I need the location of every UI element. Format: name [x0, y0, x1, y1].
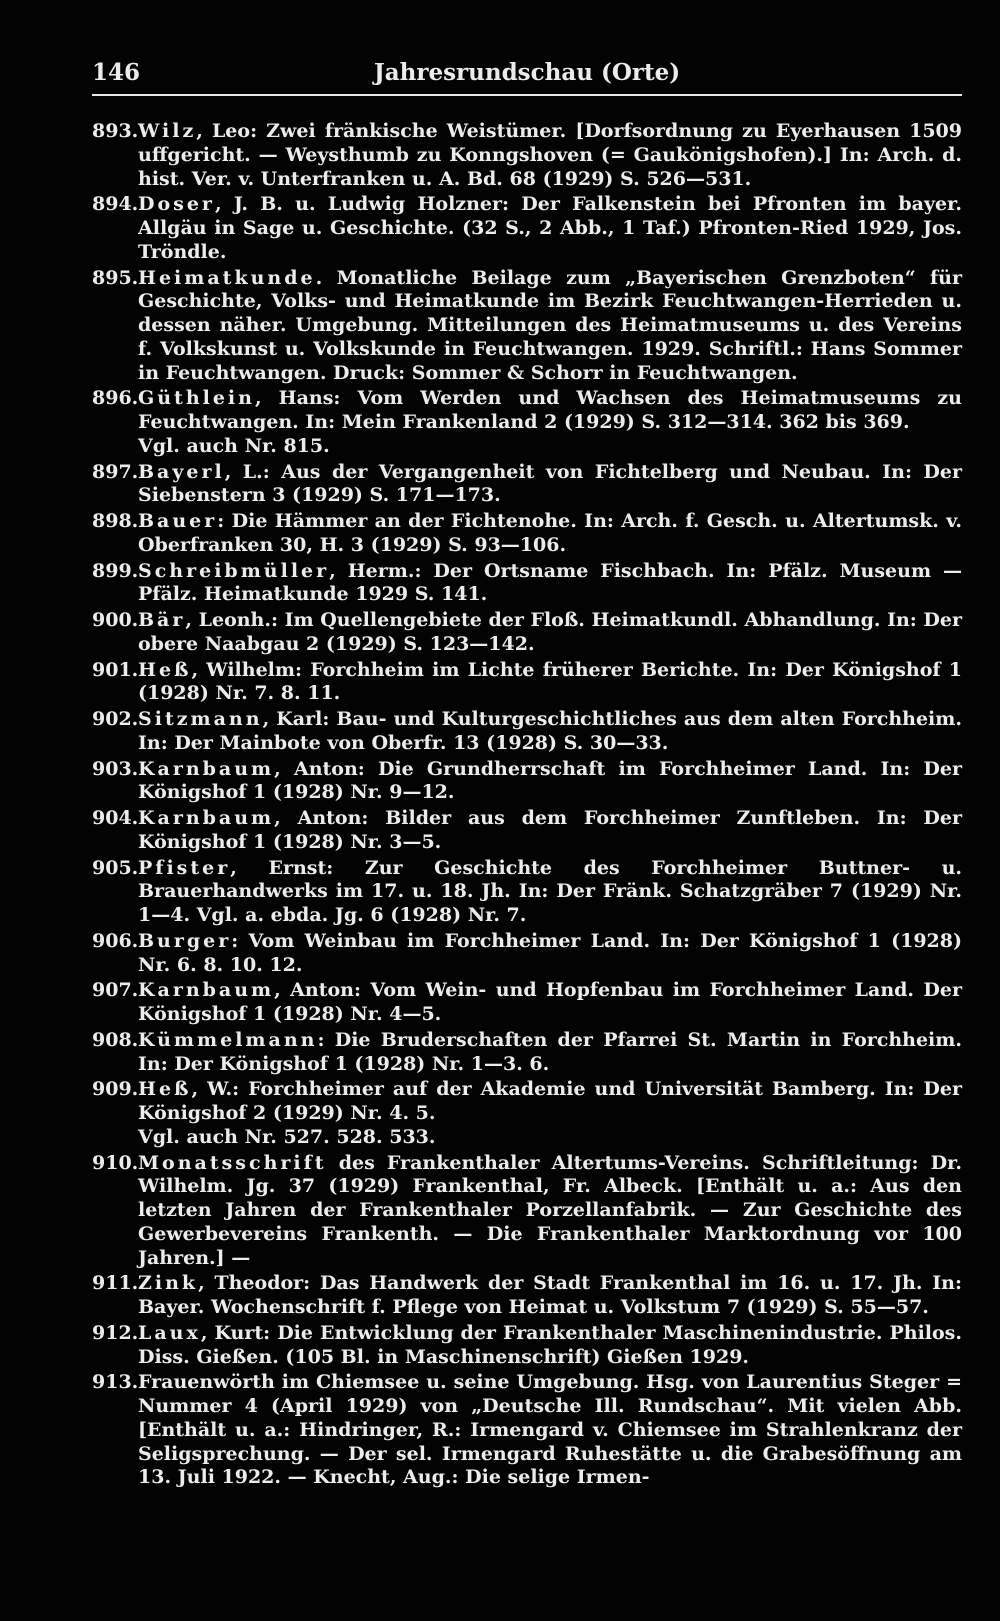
entry-number: 908.	[92, 1028, 139, 1051]
entry-author: Monatsschrift	[138, 1151, 327, 1174]
entry-author: Laux	[138, 1321, 201, 1344]
bibliography-entry	[92, 461, 962, 509]
entry-author: Pfister	[138, 856, 231, 879]
bibliography-entry	[92, 267, 962, 386]
entry-author: Sitzmann	[138, 708, 263, 730]
entry-text: Frauenwörth im Chiemsee u. seine Umgebung. Hsg. von Laurentius Steger = Nummer 4 (April 1929) von „Deutsche Ill. Rundschau“. Mit vielen Abb. [Enthält u. a.: Hindringer, R.: Irmengard v. Chiemsee im Strahlenkranz der Seligsprechung. — Der sel. Irmengard Ruhestätte u. die Grabesöffnung am 13. Juli 1922. — Knecht, Aug.: Die selige Irmen-	[138, 1371, 962, 1489]
bibliography-entry	[92, 807, 962, 855]
bibliography-entry	[92, 1371, 962, 1490]
entry-text: , L.: Aus der Vergangenheit von Fichtelberg und Neubau. In: Der Siebenstern 3 (1929) S. 171—173.	[138, 460, 962, 507]
running-header	[92, 58, 962, 88]
entry-text: , Leonh.: Im Quellengebiete der Floß. Heimatkundl. Abhandlung. In: Der obere Naabgau 2 (1929) S. 123—142.	[138, 609, 962, 655]
bibliography-entry	[92, 1029, 962, 1077]
entry-text: : Vom Weinbau im Forchheimer Land. In: Der Königshof 1 (1928) Nr. 6. 8. 10. 12.	[138, 929, 962, 976]
entry-number: 899.	[92, 559, 139, 582]
entry-author: Doser	[138, 193, 215, 216]
entry-text: , Kurt: Die Entwicklung der Frankenthaler Maschinenindustrie. Philos. Diss. Gießen. (105 Bl. in Maschinenschrift) Gießen 1929.	[138, 1321, 962, 1368]
entry-number: 910.	[92, 1151, 139, 1174]
entry-number: 897.	[92, 460, 139, 483]
entry-author: Burger	[138, 929, 232, 952]
entry-author: Heß	[138, 1078, 192, 1101]
entry-text: , Ernst: Zur Geschichte des Forchheimer Buttner- u. Brauerhandwerks im 17. u. 18. Jh. In: Der Fränk. Schatzgräber 7 (1929) Nr. 1—4. Vgl. a. ebda. Jg. 6 (1928) Nr. 7.	[138, 856, 962, 926]
entry-number: 895.	[92, 266, 139, 289]
entry-number: 903.	[92, 757, 139, 780]
bibliography-entry	[92, 1272, 962, 1320]
bibliography-entry	[92, 708, 962, 756]
entry-author: Bär	[138, 609, 186, 631]
page-number: 146	[92, 59, 141, 86]
entry-text: , Herm.: Der Ortsname Fischbach. In: Pfälz. Museum — Pfälz. Heimatkunde 1929 S. 141.	[138, 559, 962, 606]
header-rule	[92, 94, 962, 96]
bibliography-entry	[92, 1322, 962, 1370]
entry-number: 896.	[92, 387, 139, 410]
entry-text: . Monatliche Beilage zum „Bayerischen Grenzboten“ für Geschichte, Volks- und Heimatkunde im Bezirk Feuchtwangen-Herrieden u. dessen näher. Umgebung. Mitteilungen des Heimatmuseums u. des Vereins f. Volkskunst u. Volkskunde in Feuchtwangen. 1929. Schriftl.: Hans Sommer in Feuchtwangen. Druck: Sommer & Schorr in Feuchtwangen.	[138, 266, 962, 384]
bibliography-entry	[92, 609, 962, 657]
bibliography-entry	[92, 1078, 962, 1149]
bibliography-entry	[92, 930, 962, 978]
entry-number: 909.	[92, 1078, 139, 1101]
entry-author: Karnbaum	[138, 807, 275, 829]
bibliography-entry	[92, 979, 962, 1027]
entry-text: : Die Bruderschaften der Pfarrei St. Martin in Forchheim. In: Der Königshof 1 (1928) Nr. 1—3. 6.	[138, 1028, 962, 1075]
entry-author: Kümmelmann	[138, 1028, 318, 1051]
entry-number: 912.	[92, 1321, 139, 1344]
running-title: Jahresrundschau (Orte)	[373, 59, 681, 86]
bibliography-entry	[92, 758, 962, 806]
entry-number: 893.	[92, 120, 139, 142]
entry-text: , Theodor: Das Handwerk der Stadt Frankenthal im 16. u. 17. Jh. In: Bayer. Wochenschrift f. Pflege von Heimat u. Volkstum 7 (1929) S. 55—57.	[138, 1272, 962, 1318]
entry-text: , Karl: Bau- und Kulturgeschichtliches aus dem alten Forchheim. In: Der Mainbote von Oberfr. 13 (1928) S. 30—33.	[138, 708, 962, 754]
entry-text: , Anton: Vom Wein- und Hopfenbau im Forchheimer Land. Der Königshof 1 (1928) Nr. 4—5.	[138, 979, 962, 1025]
entry-number: 902.	[92, 708, 139, 730]
entry-note: Vgl. auch Nr. 815.	[138, 434, 330, 457]
entry-number: 913.	[92, 1371, 139, 1394]
entry-author: Zink	[138, 1272, 199, 1295]
entry-number: 900.	[92, 609, 139, 631]
entry-text: , Leo: Zwei fränkische Weistümer. [Dorfsordnung zu Eyerhausen 1509 uffgericht. — Weysthumb zu Konngshoven (= Gaukönigshofen).] In: Arch. d. hist. Ver. v. Unterfranken u. A. Bd. 68 (1929) S. 526—531.	[138, 120, 962, 190]
bibliography-entry	[92, 193, 962, 264]
bibliography-entry	[92, 510, 962, 558]
entry-number: 911.	[92, 1272, 139, 1295]
entry-author: Heimatkunde	[138, 266, 316, 289]
bibliography-entry	[92, 1152, 962, 1271]
entry-number: 898.	[92, 510, 139, 532]
entry-text: des Frankenthaler Altertums-Vereins. Schriftleitung: Dr. Wilhelm. Jg. 37 (1929) Frankenthal, Fr. Albeck. [Enthält u. a.: Aus den letzten Jahren der Frankenthaler Porzellanfabrik. — Zur Geschichte des Gewerbevereins Frankenth. — Die Frankenthaler Marktordnung vor 100 Jahren.] —	[138, 1151, 962, 1269]
entry-text: , Hans: Vom Werden und Wachsen des Heimatmuseums zu Feuchtwangen. In: Mein Frankenland 2 (1929) S. 312—314. 362 bis 369.	[138, 387, 962, 433]
entry-number: 901.	[92, 658, 139, 681]
bibliography-entry	[92, 857, 962, 928]
entry-author: Bauer	[138, 510, 218, 532]
entry-author: Heß	[138, 658, 192, 681]
entry-text: , J. B. u. Ludwig Holzner: Der Falkenstein bei Pfronten im bayer. Allgäu in Sage u. Geschichte. (32 S., 2 Abb., 1 Taf.) Pfronten-Ried 1929, Jos. Tröndle.	[138, 193, 962, 263]
entry-text: , Wilhelm: Forchheim im Lichte früherer Berichte. In: Der Königshof 1 (1928) Nr. 7. 8. 11.	[138, 658, 962, 705]
entry-text: , Anton: Bilder aus dem Forchheimer Zunftleben. In: Der Königshof 1 (1928) Nr. 3—5.	[138, 807, 962, 853]
entry-author: Karnbaum	[138, 757, 275, 780]
bibliography-list	[92, 120, 962, 1492]
entry-number: 907.	[92, 979, 139, 1002]
entry-author: Wilz	[138, 120, 197, 142]
bibliography-entry	[92, 560, 962, 608]
entry-number: 894.	[92, 193, 139, 216]
entry-text: , W.: Forchheimer auf der Akademie und Universität Bamberg. In: Der Königshof 2 (1929) Nr. 4. 5.	[138, 1078, 962, 1124]
entry-author: Schreibmüller	[138, 559, 330, 582]
entry-number: 905.	[92, 856, 139, 879]
entry-author: Güthlein	[138, 387, 255, 410]
bibliography-entry	[92, 387, 962, 458]
entry-number: 904.	[92, 807, 139, 829]
entry-text: , Anton: Die Grundherrschaft im Forchheimer Land. In: Der Königshof 1 (1928) Nr. 9—12.	[138, 757, 962, 804]
bibliography-entry	[92, 120, 962, 191]
bibliography-entry	[92, 659, 962, 707]
entry-author: Karnbaum	[138, 979, 275, 1002]
entry-text: : Die Hämmer an der Fichtenohe. In: Arch. f. Gesch. u. Altertumsk. v. Oberfranken 30, H. 3 (1929) S. 93—106.	[138, 510, 962, 556]
entry-number: 906.	[92, 929, 139, 952]
entry-note: Vgl. auch Nr. 527. 528. 533.	[138, 1125, 436, 1148]
entry-author: Bayerl	[138, 460, 225, 483]
